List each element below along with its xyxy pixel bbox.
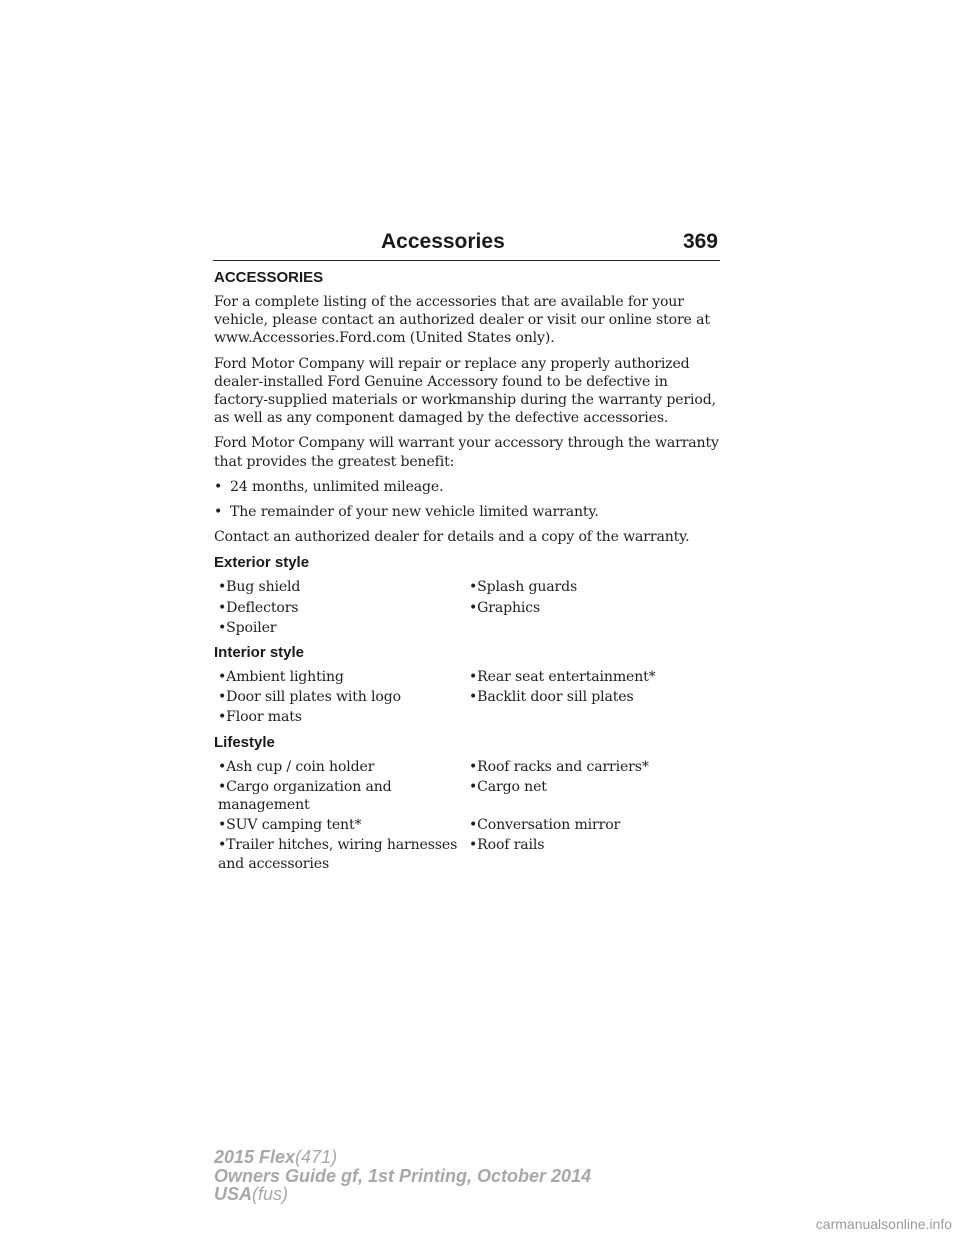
lifestyle-list — [214, 758, 724, 873]
intro-paragraph: For a complete listing of the accessories that are available for your vehicle, please contact an authorized dealer or visit our online store at www.Accessories.Ford.com (United States only). — [214, 294, 710, 347]
list-item: •Ambient lighting — [218, 669, 344, 686]
section-title: Accessories — [381, 230, 505, 253]
list-item: •Deflectors — [218, 599, 299, 616]
list-item: •Cargo net — [469, 778, 547, 795]
site-watermark: carmanualsonline.info — [815, 1216, 952, 1232]
footer-line-market — [214, 1185, 634, 1204]
bullet-mark: • — [214, 478, 223, 495]
print-footer — [214, 1148, 634, 1204]
list-item — [465, 708, 724, 726]
list-item: •Roof racks and carriers* — [469, 758, 649, 775]
list-item: •Cargo organization and management — [218, 778, 392, 814]
warranty-bullet — [214, 478, 724, 496]
list-item: •Floor mats — [218, 709, 302, 726]
list-item: •Rear seat entertainment* — [469, 669, 656, 686]
exterior-style-list — [214, 578, 724, 637]
list-item: •Splash guards — [469, 579, 578, 596]
accessories-heading: ACCESSORIES — [214, 269, 324, 286]
lifestyle-heading: Lifestyle — [214, 733, 275, 751]
list-item: •Backlit door sill plates — [469, 689, 634, 706]
footer-market-code: (fus) — [252, 1184, 289, 1204]
exterior-style-heading: Exterior style — [214, 554, 310, 572]
list-item: •Ash cup / coin holder — [218, 758, 375, 775]
warranty-bullet — [214, 503, 724, 521]
contact-paragraph: Contact an authorized dealer for details and a copy of the warranty. — [214, 529, 690, 546]
interior-style-list — [214, 668, 724, 727]
bullet-mark: • — [214, 504, 223, 521]
footer-line-model — [214, 1148, 634, 1167]
page-content — [214, 268, 724, 877]
list-item: •Conversation mirror — [469, 817, 621, 834]
list-item: •Spoiler — [218, 619, 277, 636]
page-number: 369 — [682, 230, 718, 253]
footer-model: 2015 Flex — [214, 1147, 296, 1167]
list-item: •Trailer hitches, wiring harnesses and accessories — [218, 837, 458, 872]
warranty-paragraph: Ford Motor Company will warrant your accessory through the warranty that provides the greatest benefit: — [214, 435, 719, 470]
interior-style-heading: Interior style — [214, 644, 305, 662]
footer-market: USA — [214, 1184, 253, 1204]
list-item — [465, 619, 724, 637]
footer-line-printing: Owners Guide gf, 1st Printing, October 2014 — [214, 1165, 592, 1186]
bullet-text: The remainder of your new vehicle limited warranty. — [230, 504, 599, 521]
list-item: •Door sill plates with logo — [218, 689, 401, 706]
footer-model-code: (471) — [295, 1147, 338, 1167]
list-item: •Graphics — [469, 599, 541, 616]
list-item: •Roof rails — [469, 837, 545, 854]
bullet-text: 24 months, unlimited mileage. — [230, 478, 444, 495]
page-header — [213, 228, 720, 261]
list-item: •Bug shield — [218, 579, 301, 596]
list-item: •SUV camping tent* — [218, 817, 362, 834]
repair-paragraph: Ford Motor Company will repair or replace any properly authorized dealer-installed Ford Genuine Accessory found to be defective in factory-supplied materials or workmanship during the warranty period, as well as any component damaged by the defective accessories. — [214, 355, 716, 427]
